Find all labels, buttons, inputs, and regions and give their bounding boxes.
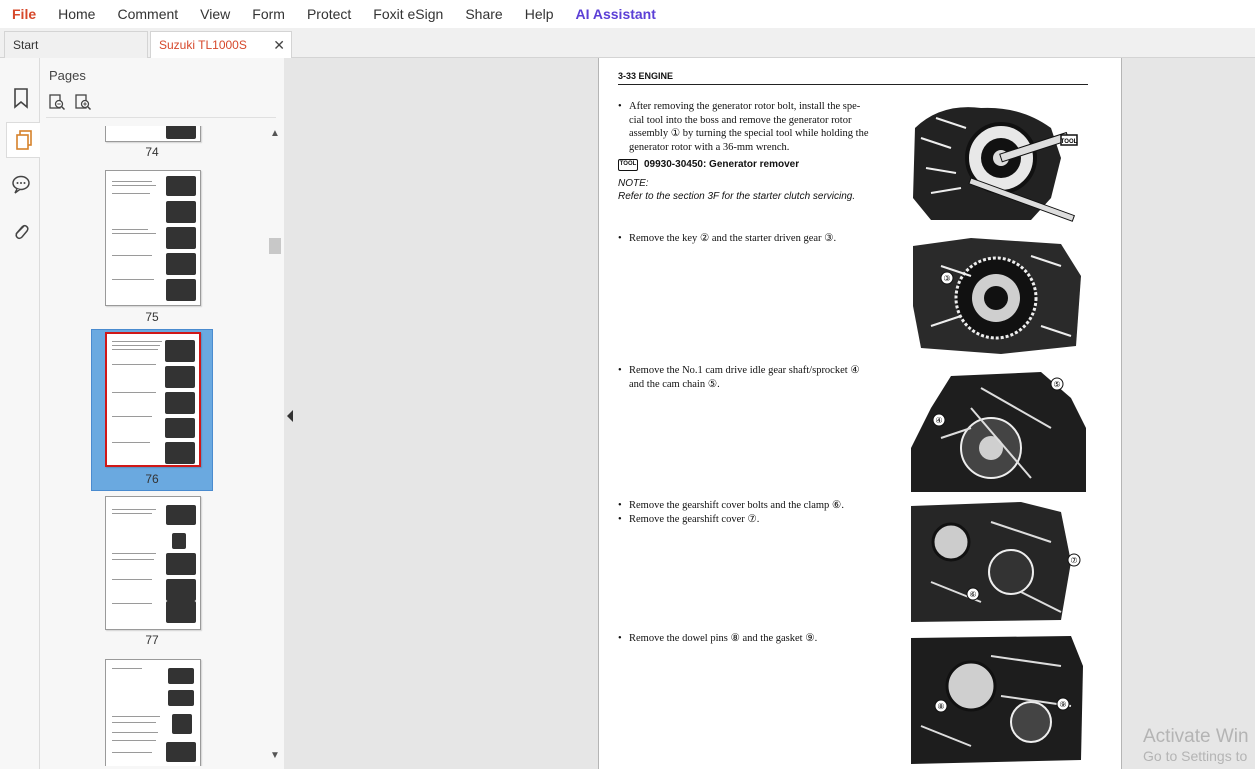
menu-form[interactable]: Form xyxy=(252,6,285,22)
scroll-up-icon[interactable]: ▲ xyxy=(270,128,280,139)
step-generator-rotor xyxy=(618,100,903,203)
menu-share[interactable]: Share xyxy=(465,6,503,22)
menu-foxit-esign[interactable]: Foxit eSign xyxy=(373,6,444,22)
thumbnail-image xyxy=(105,659,201,766)
pages-divider xyxy=(46,117,276,118)
zoom-in-page-icon[interactable] xyxy=(74,93,92,111)
step-text-line: • After removing the generator rotor bolt, install the spe- xyxy=(629,101,861,112)
photo-starter-driven-gear xyxy=(911,236,1088,356)
header-rule xyxy=(618,84,1088,85)
collapse-arrow-icon[interactable] xyxy=(287,410,293,422)
thumbnail-list[interactable] xyxy=(40,126,268,766)
tool-icon: TOOL xyxy=(618,159,638,171)
side-rail xyxy=(0,58,40,769)
step-text: • Remove the dowel pins ⑧ and the gasket ⑨. xyxy=(618,632,903,646)
tab-start[interactable]: Start xyxy=(4,31,148,58)
step-text-line: cial tool into the boss and remove the generator rotor xyxy=(629,114,852,126)
watermark-line1: Activate Win xyxy=(1143,726,1249,747)
watermark-line2: Go to Settings to xyxy=(1143,748,1248,764)
photo-cam-chain xyxy=(911,368,1088,492)
comments-button[interactable] xyxy=(5,166,37,202)
document-page xyxy=(598,58,1122,769)
note xyxy=(618,177,903,203)
menu-bar xyxy=(0,0,1255,28)
bookmarks-button[interactable] xyxy=(5,80,37,116)
tab-bar xyxy=(0,28,1255,58)
step-text xyxy=(618,100,903,154)
pages-toolbar xyxy=(48,93,92,111)
pages-panel xyxy=(40,58,284,769)
step-gearshift-cover xyxy=(618,499,903,526)
close-tab-icon[interactable]: ✕ xyxy=(273,37,285,53)
note-text: Refer to the section 3F for the starter clutch servicing. xyxy=(618,190,856,202)
menu-view[interactable]: View xyxy=(200,6,231,22)
note-title: NOTE: xyxy=(618,177,649,189)
scrollbar-thumb[interactable] xyxy=(269,238,281,254)
photo-label-tool: TOOL xyxy=(1060,139,1078,145)
pages-icon xyxy=(14,129,34,151)
thumbnail-image xyxy=(105,332,201,467)
thumbnail-label: 74 xyxy=(145,145,159,159)
scroll-down-icon[interactable]: ▼ xyxy=(270,750,280,761)
thumbnail-label: 75 xyxy=(145,310,159,324)
step-key-driven-gear xyxy=(618,232,903,246)
tool-text: 09930-30450: Generator remover xyxy=(644,159,800,170)
document-viewport[interactable] xyxy=(298,58,1255,769)
step-text: • Remove the gearshift cover bolts and the clamp ⑥. xyxy=(618,499,903,513)
step-text-line: and the cam chain ⑤. xyxy=(629,378,720,390)
tab-document[interactable] xyxy=(150,31,292,59)
attachments-button[interactable] xyxy=(5,214,37,250)
bookmark-icon xyxy=(12,87,30,109)
step-text: • Remove the key ② and the starter driven gear ③. xyxy=(618,232,903,246)
photo-label-4: ④ xyxy=(935,416,943,425)
thumbnail-image xyxy=(105,496,201,630)
step-text-line: • Remove the No.1 cam drive idle gear shaft/sprocket ④ xyxy=(629,365,860,376)
menu-file[interactable]: File xyxy=(12,6,37,22)
zoom-out-page-icon[interactable] xyxy=(48,93,66,111)
page-header: 3-33 ENGINE xyxy=(618,71,674,81)
thumbnail-scrollbar[interactable] xyxy=(268,126,282,766)
menu-ai-assistant[interactable]: AI Assistant xyxy=(575,6,656,22)
windows-activation-watermark xyxy=(1143,726,1249,764)
step-text xyxy=(618,364,903,391)
photo-label-9: ⑨ xyxy=(1059,700,1067,709)
step-dowel-pins-gasket xyxy=(618,632,903,646)
photo-generator-remover xyxy=(911,98,1088,222)
photo-label-5: ⑤ xyxy=(1053,380,1061,389)
pages-button[interactable] xyxy=(6,122,40,158)
step-text-line: assembly ① by turning the special tool while holding the xyxy=(629,128,869,139)
panel-collapse-handle[interactable] xyxy=(284,58,298,769)
thumbnail-image xyxy=(105,126,201,142)
photo-label-7: ⑦ xyxy=(1070,556,1078,565)
step-cam-drive-idle-gear xyxy=(618,364,903,391)
pages-panel-title: Pages xyxy=(49,68,86,83)
comment-icon xyxy=(11,174,31,194)
paperclip-icon xyxy=(12,221,30,243)
photo-gearshift-cover xyxy=(911,502,1088,624)
step-text: • Remove the gearshift cover ⑦. xyxy=(618,513,903,527)
menu-protect[interactable]: Protect xyxy=(306,6,352,22)
thumbnail-label: 77 xyxy=(145,633,159,647)
photo-label-6: ⑥ xyxy=(969,590,977,599)
special-tool xyxy=(618,158,903,172)
photo-label-8: ⑧ xyxy=(937,702,945,711)
tab-document-title: Suzuki TL1000S xyxy=(159,38,247,52)
menu-comment[interactable]: Comment xyxy=(117,6,179,22)
menu-home[interactable]: Home xyxy=(58,6,96,22)
photo-label-3: ③ xyxy=(943,274,951,283)
thumbnail-label: 76 xyxy=(145,472,159,486)
menu-help[interactable]: Help xyxy=(524,6,554,22)
step-text-line: generator rotor with a 36-mm wrench. xyxy=(629,141,790,153)
thumbnail-image xyxy=(105,170,201,306)
photo-dowel-pins xyxy=(911,636,1088,764)
